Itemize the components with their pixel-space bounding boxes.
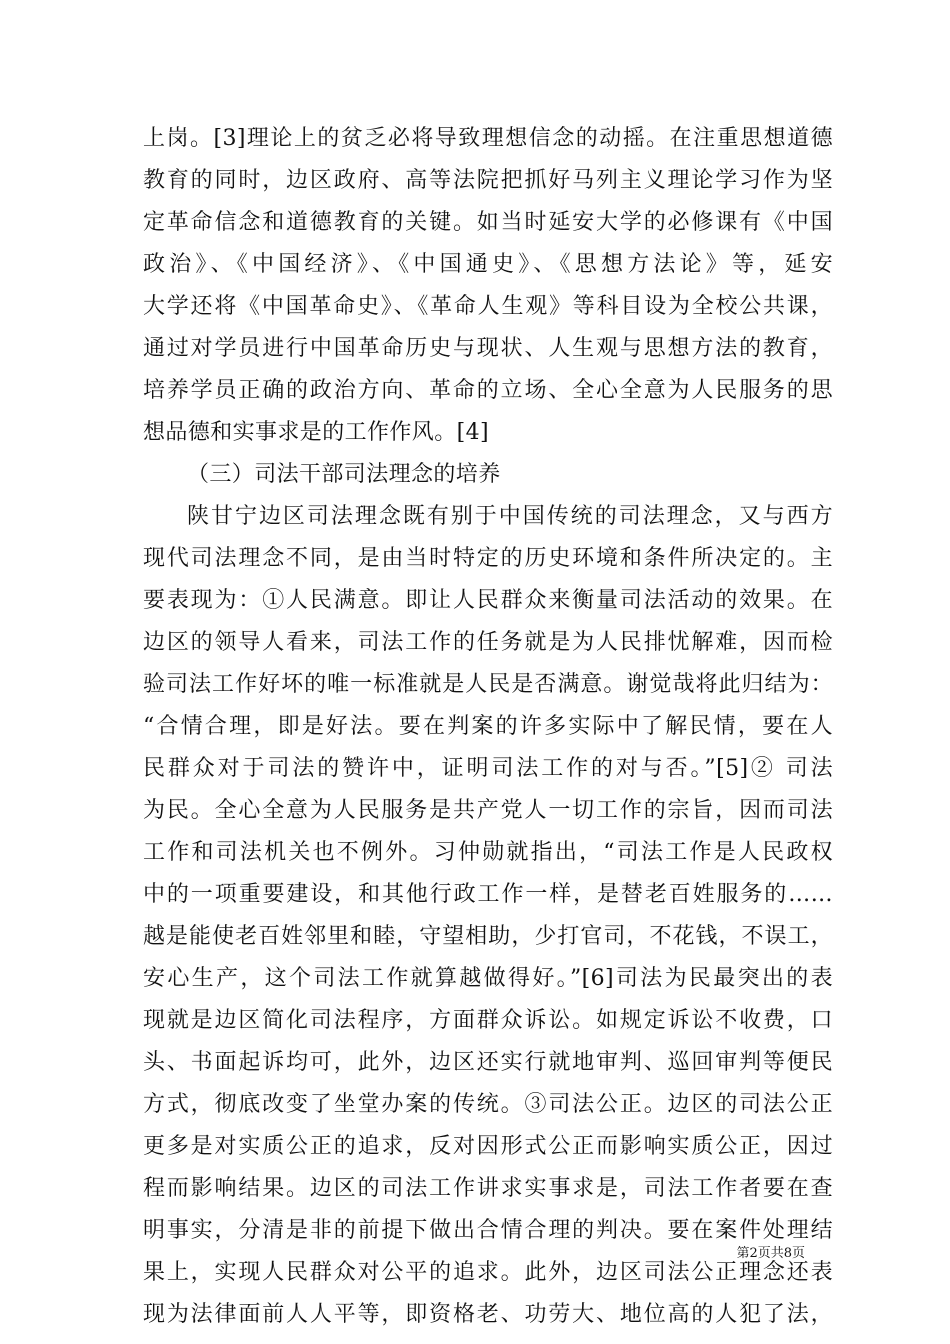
text-line: 边区的领导人看来，司法工作的任务就是为人民排忧解难，因而检 <box>143 630 833 655</box>
page-number: 第2页共8页 <box>736 1246 805 1261</box>
text-line: 工作和司法机关也不例外。习仲勋就指出，“司法工作是人民政权 <box>143 840 833 865</box>
text-line: 方式，彻底改变了坐堂办案的传统。③司法公正。边区的司法公正 <box>143 1092 833 1117</box>
text-line: 现代司法理念不同，是由当时特定的历史环境和条件所决定的。主 <box>143 546 833 571</box>
text-line: 民群众对于司法的赞许中，证明司法工作的对与否。”[5]② 司法 <box>143 756 833 781</box>
text-line: 更多是对实质公正的追求，反对因形式公正而影响实质公正，因过 <box>143 1134 833 1159</box>
text-line: “合情合理，即是好法。要在判案的许多实际中了解民情，要在人 <box>143 714 833 739</box>
body-text <box>143 118 833 1336</box>
text-line: 头、书面起诉均可，此外，边区还实行就地审判、巡回审判等便民 <box>143 1050 833 1075</box>
text-line: 陕甘宁边区司法理念既有别于中国传统的司法理念，又与西方 <box>187 504 833 529</box>
paragraph-judicial-concept <box>143 496 833 1336</box>
text-line: 果上，实现人民群众对公平的追求。此外，边区司法公正理念还表 <box>143 1260 833 1285</box>
text-line: 验司法工作好坏的唯一标准就是人民是否满意。谢觉哉将此归结为： <box>143 672 833 697</box>
text-line: 为民。全心全意为人民服务是共产党人一切工作的宗旨，因而司法 <box>143 798 833 823</box>
text-line: 现为法律面前人人平等，即资格老、功劳大、地位高的人犯了法， <box>143 1302 833 1327</box>
text-line: 越是能使老百姓邻里和睦，守望相助，少打官司，不花钱，不误工， <box>143 924 833 949</box>
text-line: 大学还将《中国革命史》、《革命人生观》等科目设为全校公共课， <box>143 294 833 319</box>
text-line: 政治》、《中国经济》、《中国通史》、《思想方法论》等，延安 <box>143 252 833 277</box>
text-line: 要表现为：①人民满意。即让人民群众来衡量司法活动的效果。在 <box>143 588 833 613</box>
paragraph-theory-study <box>143 118 833 454</box>
text-line: 安心生产，这个司法工作就算越做得好。”[6]司法为民最突出的表 <box>143 966 833 991</box>
section-heading: （三）司法干部司法理念的培养 <box>187 462 501 487</box>
text-line: 培养学员正确的政治方向、革命的立场、全心全意为人民服务的思 <box>143 378 833 403</box>
text-line: 想品德和实事求是的工作作风。[4] <box>143 420 489 445</box>
text-line: 中的一项重要建设，和其他行政工作一样，是替老百姓服务的…… <box>143 882 833 907</box>
text-line: 定革命信念和道德教育的关键。如当时延安大学的必修课有《中国 <box>143 210 833 235</box>
text-line: 上岗。[3]理论上的贫乏必将导致理想信念的动摇。在注重思想道德 <box>143 126 833 151</box>
text-line: 程而影响结果。边区的司法工作讲求实事求是，司法工作者要在查 <box>143 1176 833 1201</box>
text-line: 通过对学员进行中国革命历史与现状、人生观与思想方法的教育， <box>143 336 833 361</box>
text-line: 教育的同时，边区政府、高等法院把抓好马列主义理论学习作为坚 <box>143 168 833 193</box>
text-line: 明事实，分清是非的前提下做出合情合理的判决。要在案件处理结 <box>143 1218 833 1243</box>
text-line: 现就是边区简化司法程序，方面群众诉讼。如规定诉讼不收费，口 <box>143 1008 833 1033</box>
